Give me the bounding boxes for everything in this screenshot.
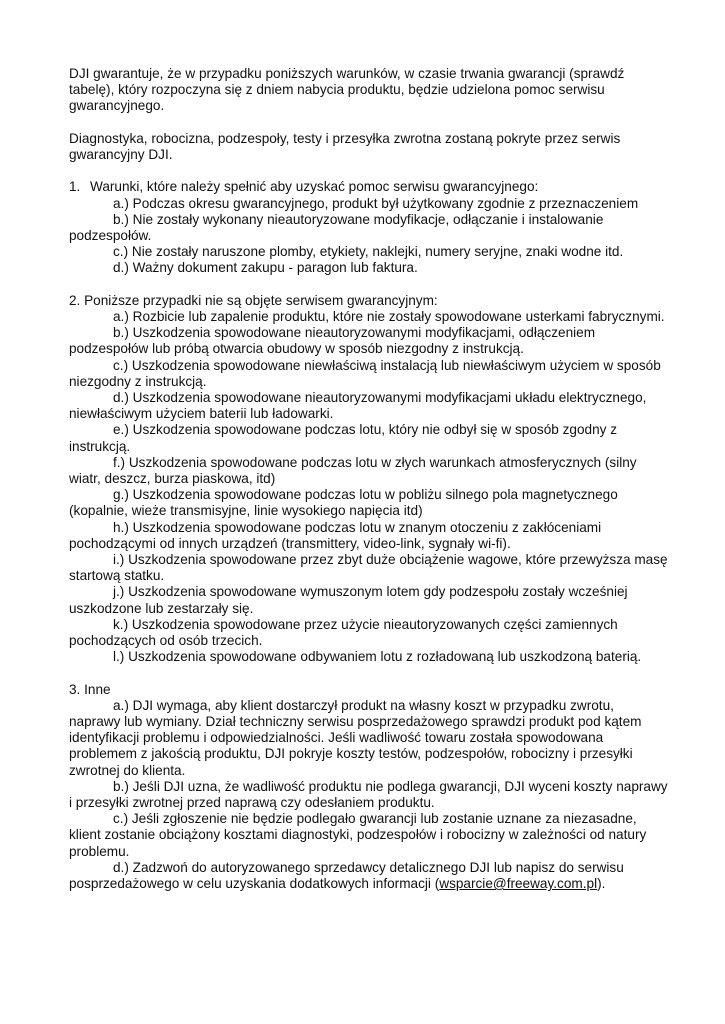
intro-paragraph-1: DJI gwarantuje, że w przypadku poniższych warunków, w czasie trwania gwarancji (sprawdź tabelę), który rozpoczyna się z dniem nabycia produktu, będzie udzielona pomoc serwisu gwarancyjnego. xyxy=(69,66,625,114)
section-2-item-d: d.) Uszkodzenia spowodowane nieautoryzowanymi modyfikacjami układu elektrycznego, niewłaściwym użyciem baterii lub ładowarki. xyxy=(69,390,647,422)
section-3-item-d-closing: ). xyxy=(597,876,606,892)
section-1-item-a: a.) Podczas okresu gwarancyjnego, produkt był użytkowany zgodnie z przeznaczeniem xyxy=(113,195,639,211)
support-email-link[interactable]: wsparcie@freeway.com.pl xyxy=(439,876,598,892)
section-2-item-b: b.) Uszkodzenia spowodowane nieautoryzowanymi modyfikacjami, odłączeniem podzespołów lub próbą otwarcia obudowy w sposób niezgodny z instrukcją. xyxy=(69,325,596,357)
spacer xyxy=(69,163,669,179)
section-3-item-d-text: d.) Zadzwoń do autoryzowanego sprzedawcy detalicznego DJI lub napisz do serwisu posprzedażowego w celu uzyskania dodatkowych informacji ( xyxy=(69,859,624,892)
section-3-item-c: c.) Jeśli zgłoszenie nie będzie podlegało gwarancji lub zostanie uznane za niezasadne, klient zostanie obciążony kosztami diagnostyki, podzespołów i robocizny w zależności od natury problemu. xyxy=(69,811,647,859)
section-2-item-l: l.) Uszkodzenia spowodowane odbywaniem lotu z rozładowaną lub uszkodzoną baterią. xyxy=(113,649,642,665)
section-2-item-f: f.) Uszkodzenia spowodowane podczas lotu w złych warunkach atmosferycznych (silny wiatr, deszcz, burza piaskowa, itd) xyxy=(69,454,637,487)
spacer xyxy=(69,277,669,293)
section-2-item-e: e.) Uszkodzenia spowodowane podczas lotu, który nie odbył się w sposób zgodny z instrukcją. xyxy=(69,422,618,454)
section-1-item-d: d.) Ważny dokument zakupu - paragon lub faktura. xyxy=(113,260,418,276)
section-1-number: 1. xyxy=(69,179,81,195)
section-2-item-k: k.) Uszkodzenia spowodowane przez użycie nieautoryzowanych części zamiennych pochodzących od osób trzecich. xyxy=(69,616,618,649)
section-2-item-a: a.) Rozbicie lub zapalenie produktu, które nie zostały spowodowane usterkami fabrycznymi. xyxy=(113,309,665,324)
section-2-item-j: j.) Uszkodzenia spowodowane wymuszonym lotem gdy podzespołu zostały wcześniej uszkodzone lub zestarzały się. xyxy=(69,584,628,616)
section-2-item-h: h.) Uszkodzenia spowodowane podczas lotu w znanym otoczeniu z zakłóceniami pochodzącymi od innych urządzeń (transmittery, video-link, sygnały wi-fi). xyxy=(69,519,602,551)
section-1-item-b: b.) Nie zostały wykonany nieautoryzowane modyfikacje, odłączanie i instalowanie podzespołów. xyxy=(69,211,604,243)
document-page xyxy=(69,66,669,892)
section-2-item-i: i.) Uszkodzenia spowodowane przez zbyt duże obciążenie wagowe, które przewyższa masę startową statku. xyxy=(69,552,668,584)
section-1-heading xyxy=(69,179,669,195)
intro-paragraph-2: Diagnostyka, robocizna, podzespoły, testy i przesyłka zwrotna zostaną pokryte przez serwis gwarancyjny DJI. xyxy=(69,130,621,162)
section-2-item-c: c.) Uszkodzenia spowodowane niewłaściwą instalacją lub niewłaściwym użyciem w sposób niezgodny z instrukcją. xyxy=(69,357,661,389)
section-3-heading: 3. Inne xyxy=(69,681,111,697)
section-1-heading-text: Warunki, które należy spełnić aby uzyskać pomoc serwisu gwarancyjnego: xyxy=(90,179,539,195)
section-3-item-a: a.) DJI wymaga, aby klient dostarczył produkt na własny koszt w przypadku zwrotu, naprawy lub wymiany. Dział techniczny serwisu posprzedażowego sprawdzi produkt pod kątem identyfikacji problemu i odpowiedzialności. Jeśli wadliwość towaru została spowodowana problemem z jakością produktu, DJI pokryje koszty testów, podzespołów, robocizny i przesyłki zwrotnej do klienta. xyxy=(69,697,642,778)
section-3-item-d xyxy=(69,860,669,892)
spacer xyxy=(69,665,669,681)
section-2-item-g: g.) Uszkodzenia spowodowane podczas lotu w pobliżu silnego pola magnetycznego (kopalnie, wieże transmisyjne, linie wysokiego napięcia itd) xyxy=(69,487,618,519)
section-2-heading: 2. Poniższe przypadki nie są objęte serwisem gwarancyjnym: xyxy=(69,292,438,308)
section-1-item-c: c.) Nie zostały naruszone plomby, etykiety, naklejki, numery seryjne, znaki wodne itd. xyxy=(113,244,624,260)
section-3-item-b: b.) Jeśli DJI uzna, że wadliwość produktu nie podlega gwarancji, DJI wyceni koszty naprawy i przesyłki zwrotnej przed naprawą czy odesłaniem produktu. xyxy=(69,778,668,811)
spacer xyxy=(69,115,669,131)
